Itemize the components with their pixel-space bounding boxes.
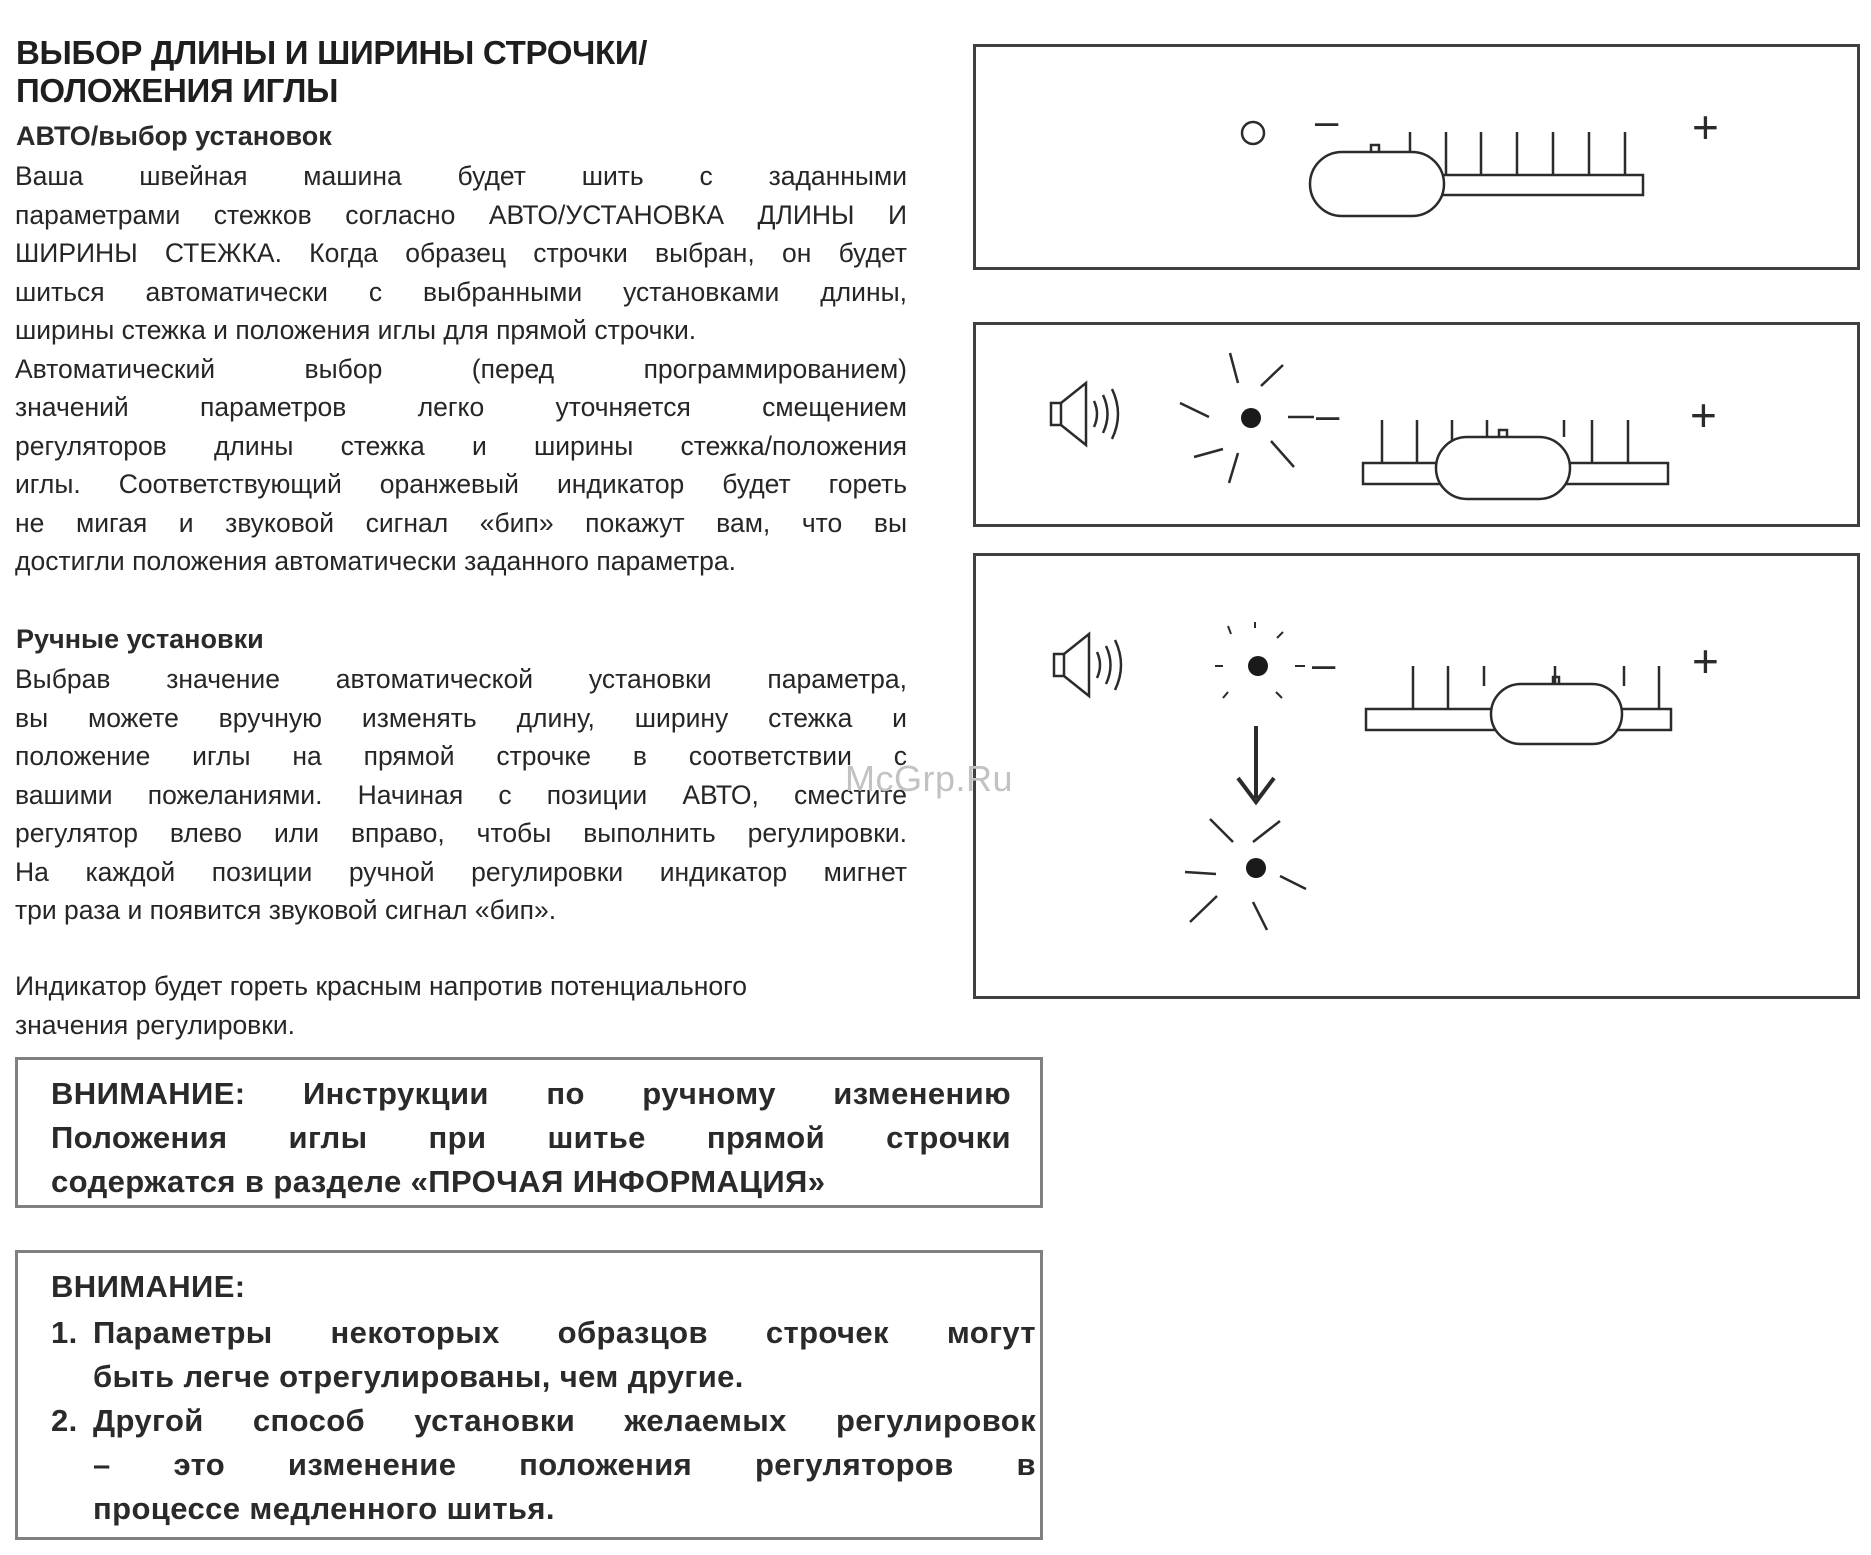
page-title-line-1: ВЫБОР ДЛИНЫ И ШИРИНЫ СТРОЧКИ/ — [16, 34, 648, 71]
auto-section-subtitle: АВТО/выбор установок — [16, 121, 332, 151]
speaker-icon — [1051, 383, 1118, 445]
indicator-steady-icon — [1246, 858, 1266, 878]
figure-slider-auto-lit — [973, 322, 1860, 527]
page-title — [16, 34, 647, 110]
figure-slider-manual-blink — [973, 553, 1860, 999]
auto-section-body — [15, 157, 907, 581]
indicator-lit-icon — [1241, 408, 1261, 428]
minus-label: – — [1312, 640, 1336, 687]
minus-label: – — [1315, 97, 1339, 144]
manual-line-7: три раза и появится звуковой сигнал «бип». — [15, 895, 557, 925]
slider-knob — [1491, 677, 1622, 744]
note2-item-1-number: 1. — [51, 1315, 78, 1350]
figure-3-drawing — [976, 556, 1863, 1002]
auto-line-3: ШИРИНЫ СТЕЖКА. Когда образец строчки выбран, он будет — [15, 238, 907, 268]
manual-section-subtitle: Ручные установки — [16, 624, 264, 654]
auto-line-6: Автоматический выбор (перед программированием) — [15, 353, 907, 384]
manual-line-2: вы можете вручную изменять длину, ширину стежка и — [15, 702, 907, 733]
indicator-paragraph — [15, 967, 907, 1044]
note1-line-1: ВНИМАНИЕ: Инструкции по ручному изменению — [51, 1076, 1011, 1111]
auto-line-7: значений параметров легко уточняется смещением — [15, 392, 907, 422]
slider-knob — [1436, 430, 1570, 499]
minus-label: – — [1316, 391, 1340, 438]
plus-label: + — [1690, 389, 1717, 441]
note2-item-2-number: 2. — [51, 1403, 78, 1438]
attention-note-2 — [15, 1250, 1043, 1540]
auto-line-8: регуляторов длины стежка и ширины стежка/положения — [15, 430, 907, 461]
note1-line-2: Положения иглы при шитье прямой строчки — [51, 1120, 1011, 1155]
watermark: McGrp.Ru — [845, 758, 1014, 799]
down-arrow-icon — [1238, 726, 1274, 802]
indicator-line-1: Индикатор будет гореть красным напротив потенциального — [15, 971, 747, 1001]
auto-line-1: Ваша швейная машина будет шить с заданными — [15, 161, 907, 191]
plus-label: + — [1692, 635, 1719, 687]
steady-rays — [1185, 819, 1306, 930]
note2-item-1-line-2: быть легче отрегулированы, чем другие. — [93, 1359, 744, 1394]
page-title-line-2: ПОЛОЖЕНИЯ ИГЛЫ — [16, 72, 339, 109]
figure-slider-idle — [973, 44, 1860, 270]
note2-item-2-line-1: Другой способ установки желаемых регулировок — [93, 1403, 1036, 1438]
auto-line-10: не мигая и звуковой сигнал «бип» покажут вам, что вы — [15, 507, 907, 538]
manual-line-3: положение иглы на прямой строчке в соответствии с — [15, 741, 907, 771]
note2-heading: ВНИМАНИЕ: — [51, 1269, 246, 1304]
slider-knob — [1310, 145, 1444, 216]
auto-line-4: шиться автоматически с выбранными установками длины, — [15, 276, 907, 307]
speaker-icon — [1054, 634, 1121, 696]
auto-line-11: достигли положения автоматически заданного параметра. — [15, 546, 736, 576]
note2-item-1-line-1: Параметры некоторых образцов строчек могут — [93, 1315, 1036, 1350]
figure-2-drawing — [976, 325, 1863, 530]
manual-line-1: Выбрав значение автоматической установки параметра, — [15, 664, 907, 694]
note2-item-2-line-2: – это изменение положения регуляторов в — [93, 1447, 1036, 1482]
manual-section-body — [15, 660, 907, 930]
manual-line-5: регулятор влево или вправо, чтобы выполнить регулировки. — [15, 818, 907, 848]
indicator-blinking-icon — [1248, 656, 1268, 676]
figure-1-drawing — [976, 47, 1863, 273]
manual-line-6: На каждой позиции ручной регулировки индикатор мигнет — [15, 856, 907, 887]
attention-note-1 — [15, 1057, 1043, 1208]
plus-label: + — [1692, 101, 1719, 153]
indicator-line-2: значения регулировки. — [15, 1009, 296, 1040]
note2-item-2-line-3: процессе медленного шитья. — [93, 1491, 555, 1526]
indicator-off-icon — [1242, 122, 1264, 144]
manual-line-4: вашими пожеланиями. Начиная с позиции АВТО, сместите — [15, 779, 907, 810]
auto-line-9: иглы. Соответствующий оранжевый индикатор будет гореть — [15, 469, 907, 499]
auto-line-2: параметрами стежков согласно АВТО/УСТАНОВКА ДЛИНЫ И — [15, 199, 907, 230]
note1-line-3: содержатся в разделе «ПРОЧАЯ ИНФОРМАЦИЯ» — [51, 1164, 826, 1199]
auto-line-5: ширины стежка и положения иглы для прямой строчки. — [15, 315, 697, 345]
